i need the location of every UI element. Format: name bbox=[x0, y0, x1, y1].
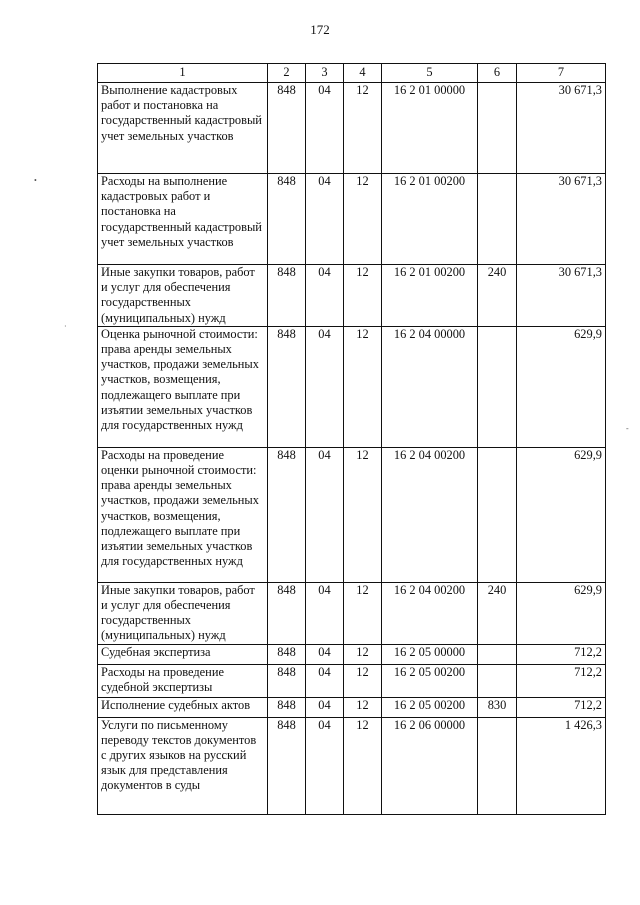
section-code-cell: 04 bbox=[306, 174, 344, 265]
ministry-code-cell: 848 bbox=[268, 664, 306, 697]
table-row bbox=[98, 582, 606, 644]
subsection-code-cell: 12 bbox=[344, 174, 382, 265]
header-cell-7: 7 bbox=[517, 64, 606, 83]
table-header-row bbox=[98, 64, 606, 83]
section-code-cell: 04 bbox=[306, 265, 344, 327]
table-row bbox=[98, 326, 606, 447]
amount-cell: 629,9 bbox=[517, 447, 606, 582]
section-code-cell: 04 bbox=[306, 447, 344, 582]
ministry-code-cell: 848 bbox=[268, 717, 306, 814]
ministry-code-cell: 848 bbox=[268, 644, 306, 664]
scan-speck: • bbox=[34, 176, 37, 185]
section-code-cell: 04 bbox=[306, 326, 344, 447]
ministry-code-cell: 848 bbox=[268, 83, 306, 174]
ministry-code-cell: 848 bbox=[268, 174, 306, 265]
subsection-code-cell: 12 bbox=[344, 664, 382, 697]
subsection-code-cell: 12 bbox=[344, 644, 382, 664]
expense-type-cell bbox=[478, 326, 517, 447]
target-article-cell: 16 2 06 00000 bbox=[382, 717, 478, 814]
ministry-code-cell: 848 bbox=[268, 697, 306, 717]
subsection-code-cell: 12 bbox=[344, 717, 382, 814]
table-row bbox=[98, 717, 606, 814]
amount-cell: 712,2 bbox=[517, 664, 606, 697]
subsection-code-cell: 12 bbox=[344, 447, 382, 582]
section-code-cell: 04 bbox=[306, 644, 344, 664]
header-cell-3: 3 bbox=[306, 64, 344, 83]
subsection-code-cell: 12 bbox=[344, 326, 382, 447]
target-article-cell: 16 2 05 00000 bbox=[382, 644, 478, 664]
ministry-code-cell: 848 bbox=[268, 447, 306, 582]
header-cell-5: 5 bbox=[382, 64, 478, 83]
target-article-cell: 16 2 01 00200 bbox=[382, 174, 478, 265]
target-article-cell: 16 2 05 00200 bbox=[382, 664, 478, 697]
ministry-code-cell: 848 bbox=[268, 265, 306, 327]
section-code-cell: 04 bbox=[306, 83, 344, 174]
row-name-cell: Услуги по письменному переводу текстов документов с других языков на русский язык для представления документов в суды bbox=[98, 717, 268, 814]
amount-cell: 30 671,3 bbox=[517, 265, 606, 327]
subsection-code-cell: 12 bbox=[344, 83, 382, 174]
table-row bbox=[98, 697, 606, 717]
target-article-cell: 16 2 05 00200 bbox=[382, 697, 478, 717]
amount-cell: 30 671,3 bbox=[517, 83, 606, 174]
row-name-cell: Выполнение кадастровых работ и постановка на государственный кадастровый учет земельных участков bbox=[98, 83, 268, 174]
row-name-cell: Исполнение судебных актов bbox=[98, 697, 268, 717]
expense-type-cell bbox=[478, 717, 517, 814]
section-code-cell: 04 bbox=[306, 697, 344, 717]
table-row bbox=[98, 83, 606, 174]
expense-type-cell bbox=[478, 664, 517, 697]
section-code-cell: 04 bbox=[306, 664, 344, 697]
header-cell-6: 6 bbox=[478, 64, 517, 83]
row-name-cell: Оценка рыночной стоимости: права аренды земельных участков, продажи земельных участков, возмещения, подлежащего выплате при изъятии земельных участков для государственных нужд bbox=[98, 326, 268, 447]
target-article-cell: 16 2 01 00200 bbox=[382, 265, 478, 327]
amount-cell: 629,9 bbox=[517, 326, 606, 447]
amount-cell: 629,9 bbox=[517, 582, 606, 644]
subsection-code-cell: 12 bbox=[344, 697, 382, 717]
amount-cell: 1 426,3 bbox=[517, 717, 606, 814]
table-row bbox=[98, 447, 606, 582]
row-name-cell: Судебная экспертиза bbox=[98, 644, 268, 664]
target-article-cell: 16 2 04 00000 bbox=[382, 326, 478, 447]
target-article-cell: 16 2 04 00200 bbox=[382, 447, 478, 582]
subsection-code-cell: 12 bbox=[344, 582, 382, 644]
expense-type-cell bbox=[478, 174, 517, 265]
ministry-code-cell: 848 bbox=[268, 582, 306, 644]
table-row bbox=[98, 265, 606, 327]
ministry-code-cell: 848 bbox=[268, 326, 306, 447]
row-name-cell: Расходы на проведение оценки рыночной стоимости: права аренды земельных участков, продажи земельных участков, возмещения, подлежащего выплате при изъятии земельных участков для государственных нужд bbox=[98, 447, 268, 582]
table-row bbox=[98, 174, 606, 265]
row-name-cell: Иные закупки товаров, работ и услуг для обеспечения государственных (муниципальных) нужд bbox=[98, 265, 268, 327]
header-cell-2: 2 bbox=[268, 64, 306, 83]
table-row bbox=[98, 644, 606, 664]
header-cell-4: 4 bbox=[344, 64, 382, 83]
header-cell-1: 1 bbox=[98, 64, 268, 83]
scan-speck: - bbox=[626, 424, 629, 433]
budget-table bbox=[97, 63, 606, 815]
target-article-cell: 16 2 01 00000 bbox=[382, 83, 478, 174]
table-row bbox=[98, 664, 606, 697]
row-name-cell: Расходы на проведение судебной экспертизы bbox=[98, 664, 268, 697]
expense-type-cell bbox=[478, 644, 517, 664]
expense-type-cell: 830 bbox=[478, 697, 517, 717]
scan-speck: · bbox=[64, 322, 67, 331]
page-number: 172 bbox=[310, 22, 330, 37]
expense-type-cell bbox=[478, 83, 517, 174]
expense-type-cell: 240 bbox=[478, 582, 517, 644]
row-name-cell: Расходы на выполнение кадастровых работ и постановка на государственный кадастровый учет земельных участков bbox=[98, 174, 268, 265]
amount-cell: 30 671,3 bbox=[517, 174, 606, 265]
expense-type-cell: 240 bbox=[478, 265, 517, 327]
section-code-cell: 04 bbox=[306, 717, 344, 814]
amount-cell: 712,2 bbox=[517, 644, 606, 664]
subsection-code-cell: 12 bbox=[344, 265, 382, 327]
amount-cell: 712,2 bbox=[517, 697, 606, 717]
expense-type-cell bbox=[478, 447, 517, 582]
row-name-cell: Иные закупки товаров, работ и услуг для обеспечения государственных (муниципальных) нужд bbox=[98, 582, 268, 644]
target-article-cell: 16 2 04 00200 bbox=[382, 582, 478, 644]
section-code-cell: 04 bbox=[306, 582, 344, 644]
